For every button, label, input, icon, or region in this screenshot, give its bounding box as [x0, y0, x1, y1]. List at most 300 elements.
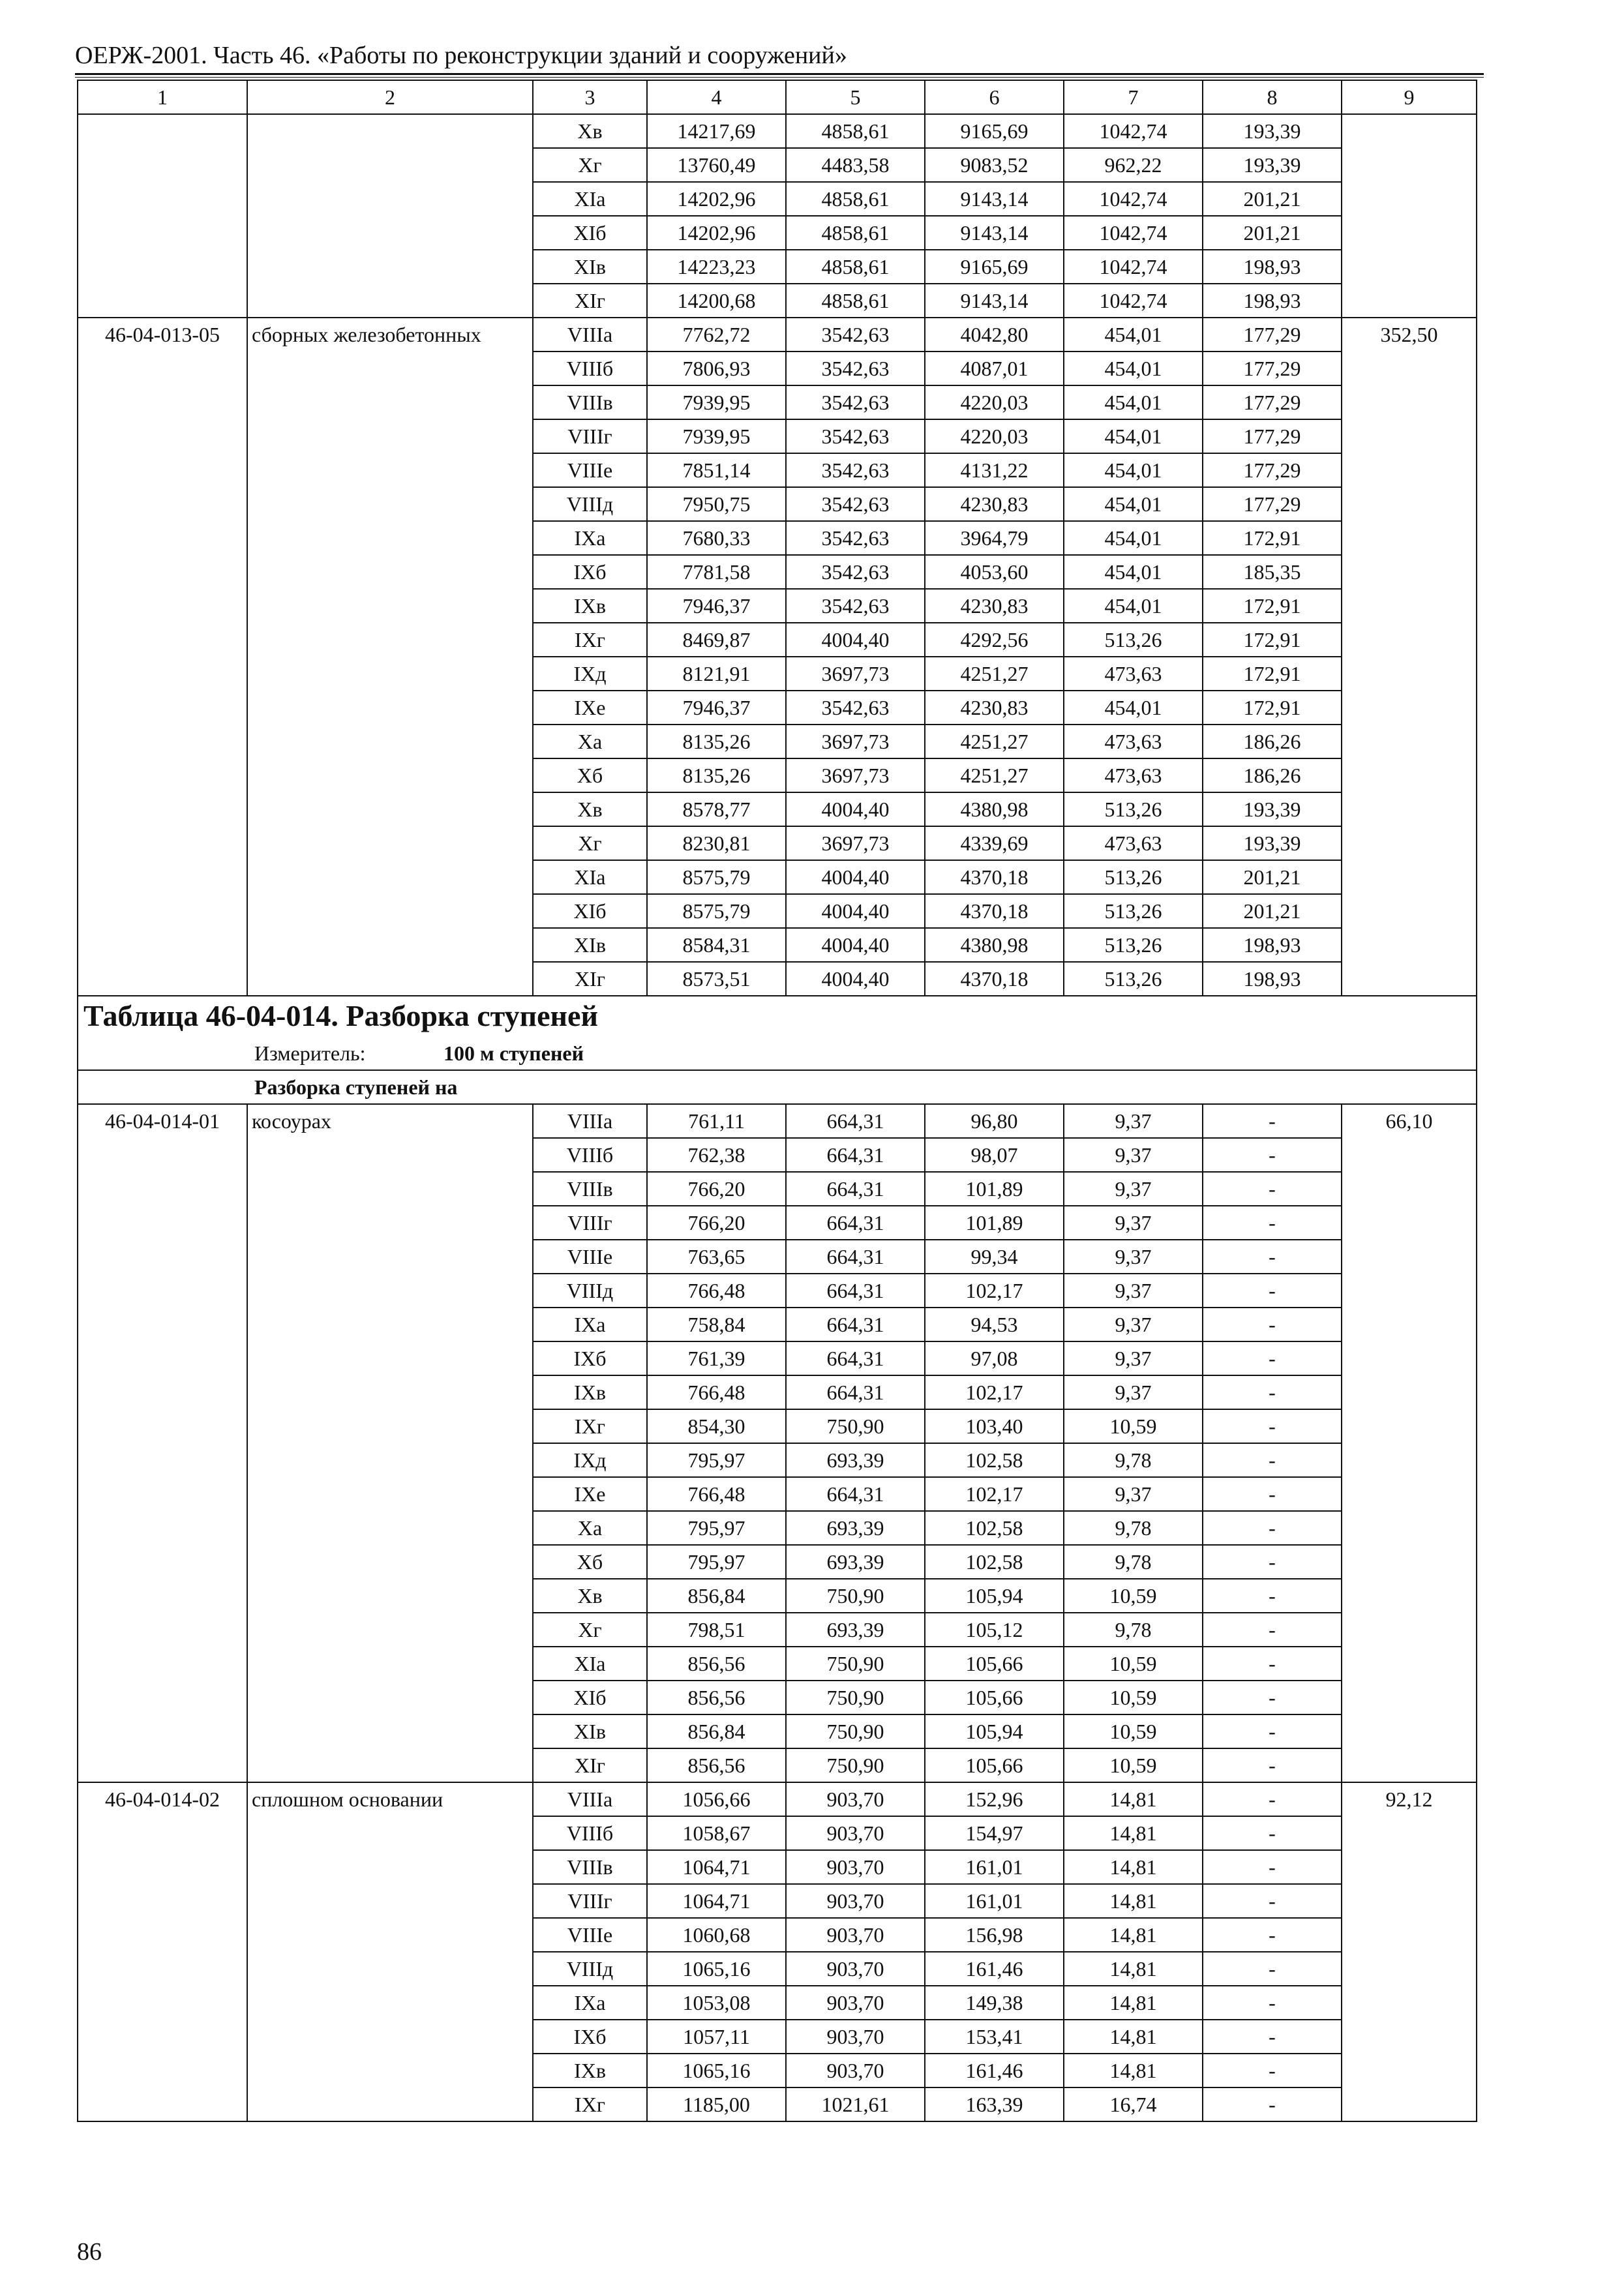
labor-hours: [1342, 1545, 1477, 1579]
territory-zone: XIа: [533, 860, 647, 894]
territory-zone: Хг: [533, 1613, 647, 1647]
work-name: [247, 826, 533, 860]
labor-cost: 3697,73: [786, 725, 925, 758]
territory-zone: VIIIг: [533, 1206, 647, 1240]
machinist-wages: 9,78: [1064, 1443, 1203, 1477]
territory-zone: IXг: [533, 623, 647, 657]
rate-code: [78, 894, 247, 928]
material-cost: 193,39: [1203, 114, 1342, 148]
labor-cost: 3697,73: [786, 758, 925, 792]
labor-hours: 92,12: [1342, 1782, 1477, 1816]
work-name: [247, 1240, 533, 1274]
machine-cost: 9165,69: [925, 250, 1064, 284]
machinist-wages: 473,63: [1064, 657, 1203, 691]
table-row: [78, 962, 1477, 996]
material-cost: 177,29: [1203, 318, 1342, 352]
group-label-row: [78, 1070, 1477, 1104]
territory-zone: VIIIе: [533, 1918, 647, 1952]
rate-code: [78, 114, 247, 148]
page-number: 86: [77, 2238, 102, 2266]
table-row: [78, 1341, 1477, 1375]
table-row: [78, 1714, 1477, 1748]
machinist-wages: 513,26: [1064, 894, 1203, 928]
territory-zone: IXд: [533, 1443, 647, 1477]
machine-cost: 101,89: [925, 1172, 1064, 1206]
work-name: [247, 657, 533, 691]
table-row: [78, 1172, 1477, 1206]
labor-hours: 352,50: [1342, 318, 1477, 352]
machine-cost: 9143,14: [925, 216, 1064, 250]
work-name: [247, 2020, 533, 2054]
direct-cost: 8575,79: [647, 860, 786, 894]
direct-cost: 14200,68: [647, 284, 786, 318]
rate-code: [78, 1172, 247, 1206]
material-cost: -: [1203, 1681, 1342, 1714]
rate-code: [78, 657, 247, 691]
machinist-wages: 454,01: [1064, 487, 1203, 521]
direct-cost: 7939,95: [647, 419, 786, 453]
work-name: [247, 1884, 533, 1918]
table-title-row: [78, 996, 1477, 1036]
rate-code: [78, 1647, 247, 1681]
labor-cost: 664,31: [786, 1240, 925, 1274]
machine-cost: 152,96: [925, 1782, 1064, 1816]
table-title-cell: [78, 996, 1477, 1036]
material-cost: -: [1203, 1104, 1342, 1138]
work-name: [247, 216, 533, 250]
material-cost: 186,26: [1203, 725, 1342, 758]
rate-code: [78, 758, 247, 792]
territory-zone: VIIIа: [533, 318, 647, 352]
table-title: Таблица 46-04-014. Разборка ступеней: [83, 999, 598, 1032]
labor-hours: [1342, 860, 1477, 894]
rate-code: [78, 2087, 247, 2121]
territory-zone: Хг: [533, 148, 647, 182]
labor-hours: [1342, 1206, 1477, 1240]
direct-cost: 7946,37: [647, 589, 786, 623]
machinist-wages: 9,37: [1064, 1477, 1203, 1511]
labor-cost: 4004,40: [786, 894, 925, 928]
labor-hours: [1342, 182, 1477, 216]
territory-zone: IXб: [533, 555, 647, 589]
direct-cost: 1056,66: [647, 1782, 786, 1816]
labor-hours: [1342, 1274, 1477, 1308]
territory-zone: Хв: [533, 792, 647, 826]
machine-cost: 9143,14: [925, 284, 1064, 318]
work-name: [247, 1748, 533, 1782]
material-cost: -: [1203, 2020, 1342, 2054]
material-cost: -: [1203, 1579, 1342, 1613]
table-row: [78, 792, 1477, 826]
labor-cost: 3697,73: [786, 826, 925, 860]
work-name: [247, 487, 533, 521]
territory-zone: IXе: [533, 1477, 647, 1511]
table-row: [78, 216, 1477, 250]
rate-code: [78, 1240, 247, 1274]
work-name: [247, 1477, 533, 1511]
work-name: [247, 928, 533, 962]
work-name: [247, 555, 533, 589]
table-row: [78, 1375, 1477, 1409]
labor-cost: 750,90: [786, 1579, 925, 1613]
labor-cost: 664,31: [786, 1341, 925, 1375]
labor-cost: 3542,63: [786, 419, 925, 453]
labor-cost: 903,70: [786, 1952, 925, 1986]
machinist-wages: 14,81: [1064, 1782, 1203, 1816]
rate-code: [78, 2020, 247, 2054]
rate-code: [78, 1884, 247, 1918]
material-cost: 186,26: [1203, 758, 1342, 792]
machinist-wages: 962,22: [1064, 148, 1203, 182]
territory-zone: IXв: [533, 589, 647, 623]
machine-cost: 97,08: [925, 1341, 1064, 1375]
work-name: [247, 1308, 533, 1341]
rate-code: [78, 1918, 247, 1952]
labor-cost: 750,90: [786, 1409, 925, 1443]
labor-hours: [1342, 1443, 1477, 1477]
territory-zone: VIIIд: [533, 1274, 647, 1308]
territory-zone: VIIIб: [533, 1138, 647, 1172]
machine-cost: 4339,69: [925, 826, 1064, 860]
labor-cost: 903,70: [786, 1918, 925, 1952]
work-name: [247, 1714, 533, 1748]
territory-zone: VIIIг: [533, 419, 647, 453]
territory-zone: IXа: [533, 1308, 647, 1341]
material-cost: -: [1203, 1918, 1342, 1952]
work-name: [247, 1409, 533, 1443]
material-cost: -: [1203, 1986, 1342, 2020]
machine-cost: 4042,80: [925, 318, 1064, 352]
labor-hours: 66,10: [1342, 1104, 1477, 1138]
machine-cost: 4370,18: [925, 894, 1064, 928]
work-name: [247, 1172, 533, 1206]
labor-hours: [1342, 928, 1477, 962]
rate-code: 46-04-013-05: [78, 318, 247, 352]
machine-cost: 105,94: [925, 1714, 1064, 1748]
material-cost: -: [1203, 1341, 1342, 1375]
machine-cost: 149,38: [925, 1986, 1064, 2020]
labor-hours: [1342, 1375, 1477, 1409]
direct-cost: 856,56: [647, 1748, 786, 1782]
rate-code: [78, 1375, 247, 1409]
machinist-wages: 10,59: [1064, 1714, 1203, 1748]
direct-cost: 7680,33: [647, 521, 786, 555]
machine-cost: 99,34: [925, 1240, 1064, 1274]
machinist-wages: 1042,74: [1064, 250, 1203, 284]
material-cost: 177,29: [1203, 352, 1342, 385]
work-name: [247, 792, 533, 826]
territory-zone: Хб: [533, 1545, 647, 1579]
direct-cost: 8135,26: [647, 758, 786, 792]
territory-zone: VIIIб: [533, 1816, 647, 1850]
machinist-wages: 9,37: [1064, 1240, 1203, 1274]
machine-cost: 3964,79: [925, 521, 1064, 555]
labor-hours: [1342, 216, 1477, 250]
rate-code: [78, 521, 247, 555]
group-label-cell: [78, 1070, 1477, 1104]
work-name: [247, 419, 533, 453]
labor-hours: [1342, 1986, 1477, 2020]
table-row: [78, 623, 1477, 657]
labor-hours: [1342, 1952, 1477, 1986]
material-cost: -: [1203, 1816, 1342, 1850]
rate-code: [78, 691, 247, 725]
labor-cost: 750,90: [786, 1681, 925, 1714]
labor-hours: [1342, 385, 1477, 419]
machinist-wages: 9,37: [1064, 1104, 1203, 1138]
rate-code: [78, 1511, 247, 1545]
table-row: [78, 453, 1477, 487]
labor-hours: [1342, 1850, 1477, 1884]
table-row: [78, 928, 1477, 962]
column-number: 9: [1342, 80, 1477, 114]
rate-code: [78, 725, 247, 758]
table-row: [78, 2087, 1477, 2121]
group-label: Разборка ступеней на: [254, 1075, 458, 1099]
work-name: [247, 1138, 533, 1172]
labor-hours: [1342, 1172, 1477, 1206]
labor-cost: 4858,61: [786, 216, 925, 250]
machinist-wages: 513,26: [1064, 962, 1203, 996]
table-row: [78, 1613, 1477, 1647]
table-row: [78, 148, 1477, 182]
territory-zone: XIг: [533, 1748, 647, 1782]
labor-hours: [1342, 555, 1477, 589]
labor-cost: 1021,61: [786, 2087, 925, 2121]
material-cost: -: [1203, 1714, 1342, 1748]
machine-cost: 4220,03: [925, 419, 1064, 453]
material-cost: -: [1203, 1884, 1342, 1918]
direct-cost: 8573,51: [647, 962, 786, 996]
direct-cost: 7939,95: [647, 385, 786, 419]
machinist-wages: 14,81: [1064, 1986, 1203, 2020]
material-cost: -: [1203, 1138, 1342, 1172]
labor-hours: [1342, 623, 1477, 657]
rate-code: [78, 1986, 247, 2020]
table-row: [78, 1511, 1477, 1545]
material-cost: -: [1203, 1647, 1342, 1681]
table-row: [78, 521, 1477, 555]
labor-hours: [1342, 1748, 1477, 1782]
machine-cost: 9083,52: [925, 148, 1064, 182]
machinist-wages: 10,59: [1064, 1647, 1203, 1681]
column-number: 8: [1203, 80, 1342, 114]
direct-cost: 7806,93: [647, 352, 786, 385]
rates-table: [77, 80, 1477, 2122]
territory-zone: Хв: [533, 114, 647, 148]
column-number: 5: [786, 80, 925, 114]
machinist-wages: 9,37: [1064, 1138, 1203, 1172]
rate-code: [78, 453, 247, 487]
material-cost: 198,93: [1203, 250, 1342, 284]
direct-cost: 1060,68: [647, 1918, 786, 1952]
machine-cost: 161,01: [925, 1850, 1064, 1884]
machine-cost: 4230,83: [925, 691, 1064, 725]
labor-cost: 664,31: [786, 1138, 925, 1172]
rate-code: [78, 1681, 247, 1714]
direct-cost: 7781,58: [647, 555, 786, 589]
direct-cost: 1065,16: [647, 2054, 786, 2087]
labor-hours: [1342, 284, 1477, 318]
work-name: [247, 1918, 533, 1952]
material-cost: -: [1203, 1274, 1342, 1308]
machinist-wages: 14,81: [1064, 1816, 1203, 1850]
table-row: [78, 1138, 1477, 1172]
direct-cost: 1064,71: [647, 1850, 786, 1884]
direct-cost: 762,38: [647, 1138, 786, 1172]
labor-cost: 903,70: [786, 1850, 925, 1884]
running-header: ОЕРЖ-2001. Часть 46. «Работы по реконструкции зданий и сооружений»: [75, 42, 847, 69]
direct-cost: 8230,81: [647, 826, 786, 860]
table-row: [78, 1986, 1477, 2020]
material-cost: -: [1203, 1748, 1342, 1782]
table-row: [78, 691, 1477, 725]
territory-zone: IXа: [533, 521, 647, 555]
material-cost: 172,91: [1203, 657, 1342, 691]
column-number: 7: [1064, 80, 1203, 114]
direct-cost: 14202,96: [647, 216, 786, 250]
labor-cost: 664,31: [786, 1375, 925, 1409]
labor-cost: 750,90: [786, 1714, 925, 1748]
labor-hours: [1342, 1138, 1477, 1172]
labor-cost: 3542,63: [786, 318, 925, 352]
machine-cost: 4380,98: [925, 928, 1064, 962]
table-row: [78, 589, 1477, 623]
work-name: [247, 148, 533, 182]
territory-zone: VIIIв: [533, 385, 647, 419]
labor-cost: 750,90: [786, 1748, 925, 1782]
work-name: [247, 250, 533, 284]
table-row: [78, 725, 1477, 758]
machine-cost: 102,17: [925, 1274, 1064, 1308]
labor-hours: [1342, 1477, 1477, 1511]
labor-hours: [1342, 1714, 1477, 1748]
labor-hours: [1342, 1918, 1477, 1952]
territory-zone: IXг: [533, 1409, 647, 1443]
material-cost: 201,21: [1203, 894, 1342, 928]
machine-cost: 105,94: [925, 1579, 1064, 1613]
work-name: [247, 860, 533, 894]
table-row: [78, 352, 1477, 385]
work-name: [247, 894, 533, 928]
machine-cost: 101,89: [925, 1206, 1064, 1240]
work-name: [247, 1613, 533, 1647]
labor-hours: [1342, 250, 1477, 284]
material-cost: -: [1203, 1409, 1342, 1443]
territory-zone: VIIIг: [533, 1884, 647, 1918]
work-name: [247, 1443, 533, 1477]
work-name: [247, 589, 533, 623]
territory-zone: VIIIа: [533, 1782, 647, 1816]
material-cost: 177,29: [1203, 385, 1342, 419]
direct-cost: 766,48: [647, 1477, 786, 1511]
table-row: [78, 555, 1477, 589]
labor-hours: [1342, 2020, 1477, 2054]
labor-cost: 4858,61: [786, 182, 925, 216]
machine-cost: 4380,98: [925, 792, 1064, 826]
machinist-wages: 473,63: [1064, 725, 1203, 758]
table-row: [78, 284, 1477, 318]
territory-zone: IXг: [533, 2087, 647, 2121]
labor-hours: [1342, 2087, 1477, 2121]
material-cost: 177,29: [1203, 487, 1342, 521]
direct-cost: 1064,71: [647, 1884, 786, 1918]
table-row: [78, 1884, 1477, 1918]
territory-zone: Хв: [533, 1579, 647, 1613]
table-row: [78, 250, 1477, 284]
labor-hours: [1342, 453, 1477, 487]
machine-cost: 4251,27: [925, 725, 1064, 758]
machine-cost: 94,53: [925, 1308, 1064, 1341]
direct-cost: 856,84: [647, 1579, 786, 1613]
work-name: [247, 1511, 533, 1545]
rate-code: [78, 1206, 247, 1240]
table-row: [78, 1579, 1477, 1613]
territory-zone: XIа: [533, 1647, 647, 1681]
unit-row: [78, 1036, 1477, 1070]
rate-code: [78, 1579, 247, 1613]
territory-zone: VIIIа: [533, 1104, 647, 1138]
machinist-wages: 9,37: [1064, 1274, 1203, 1308]
labor-hours: [1342, 1409, 1477, 1443]
labor-hours: [1342, 792, 1477, 826]
machine-cost: 9165,69: [925, 114, 1064, 148]
machine-cost: 4292,56: [925, 623, 1064, 657]
territory-zone: IXа: [533, 1986, 647, 2020]
territory-zone: Хг: [533, 826, 647, 860]
machinist-wages: 14,81: [1064, 1918, 1203, 1952]
material-cost: 177,29: [1203, 453, 1342, 487]
table-row: [78, 1782, 1477, 1816]
machinist-wages: 14,81: [1064, 1850, 1203, 1884]
machine-cost: 105,66: [925, 1681, 1064, 1714]
rate-code: 46-04-014-01: [78, 1104, 247, 1138]
column-number: 4: [647, 80, 786, 114]
territory-zone: VIIIд: [533, 1952, 647, 1986]
machinist-wages: 9,78: [1064, 1613, 1203, 1647]
work-name: [247, 2054, 533, 2087]
territory-zone: VIIIе: [533, 453, 647, 487]
material-cost: 185,35: [1203, 555, 1342, 589]
work-name: [247, 1816, 533, 1850]
labor-hours: [1342, 1240, 1477, 1274]
labor-hours: [1342, 1647, 1477, 1681]
direct-cost: 1185,00: [647, 2087, 786, 2121]
rate-code: [78, 555, 247, 589]
territory-zone: VIIIд: [533, 487, 647, 521]
territory-zone: XIб: [533, 216, 647, 250]
machinist-wages: 10,59: [1064, 1681, 1203, 1714]
direct-cost: 8121,91: [647, 657, 786, 691]
machine-cost: 161,46: [925, 2054, 1064, 2087]
column-number-row: [78, 80, 1477, 114]
table-row: [78, 1104, 1477, 1138]
machinist-wages: 9,37: [1064, 1375, 1203, 1409]
unit-value: 100 м ступеней: [444, 1041, 584, 1065]
material-cost: -: [1203, 2054, 1342, 2087]
territory-zone: IXб: [533, 2020, 647, 2054]
direct-cost: 14217,69: [647, 114, 786, 148]
rate-code: [78, 1308, 247, 1341]
machinist-wages: 454,01: [1064, 385, 1203, 419]
machinist-wages: 473,63: [1064, 826, 1203, 860]
direct-cost: 766,48: [647, 1274, 786, 1308]
work-name: [247, 1206, 533, 1240]
rate-code: [78, 1443, 247, 1477]
labor-hours: [1342, 114, 1477, 148]
machinist-wages: 10,59: [1064, 1409, 1203, 1443]
work-name: [247, 2087, 533, 2121]
